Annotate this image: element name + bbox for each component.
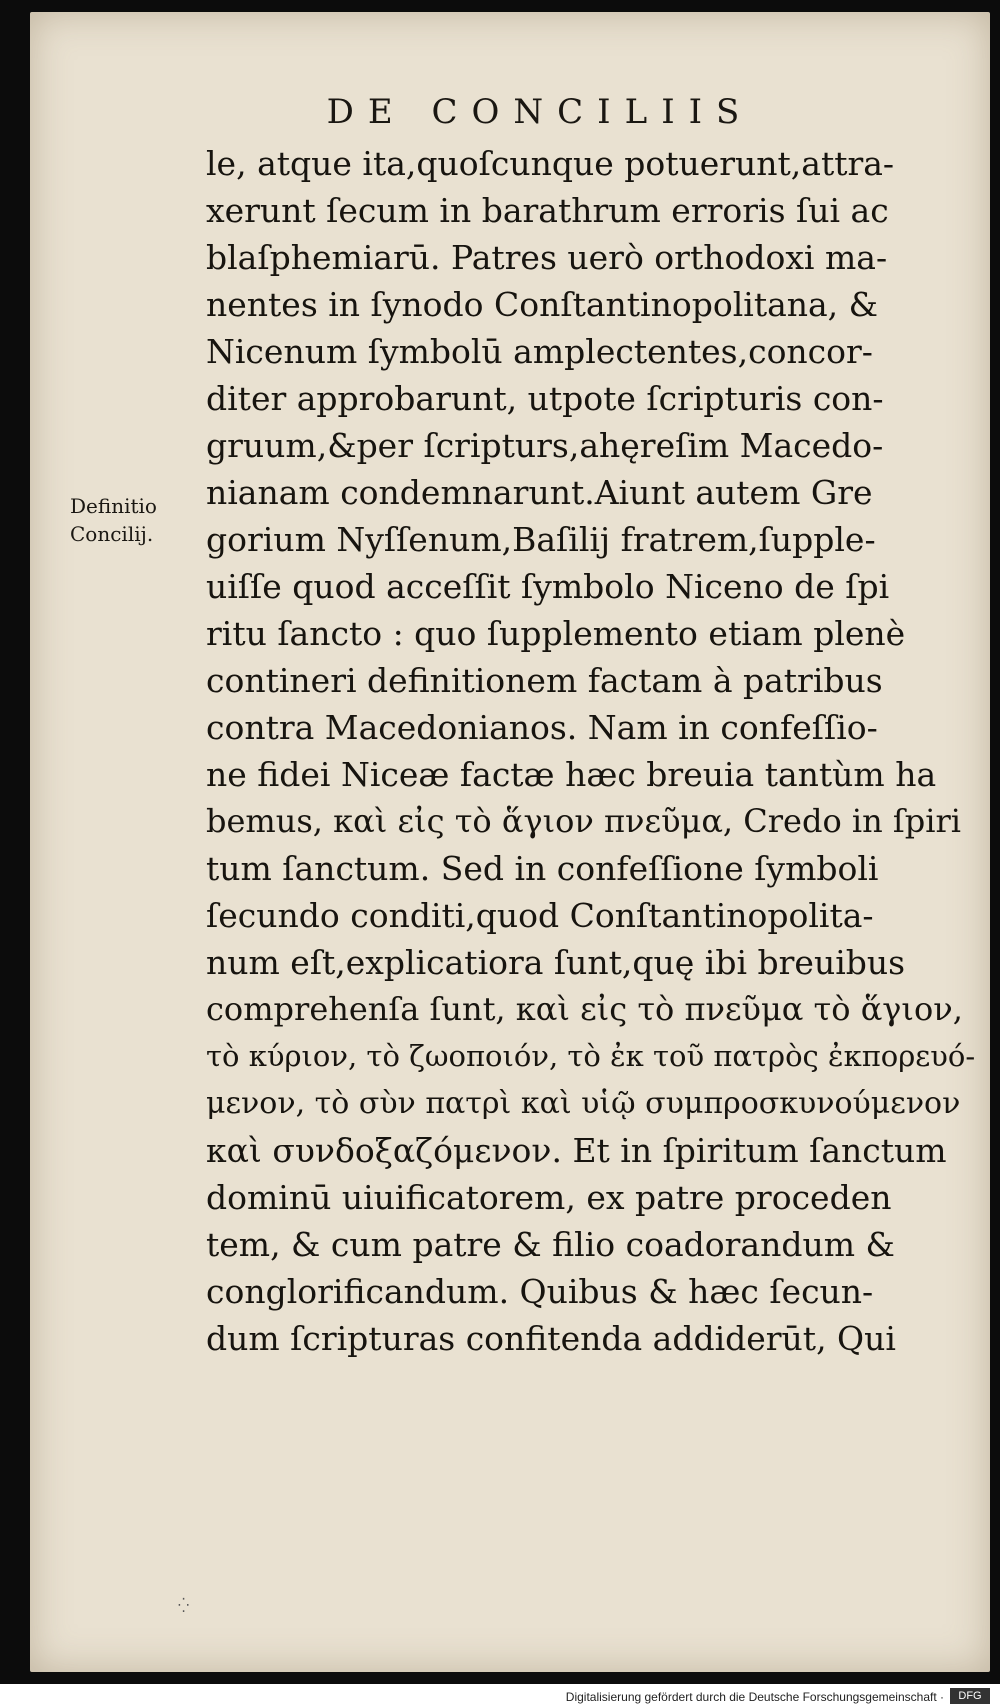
text-line: conglorificandum. Quibus & hæc ſecun- bbox=[206, 1272, 874, 1311]
text-line: comprehenſa ſunt, καὶ εἰς τὸ πνεῦμα τὸ ἅγιον, bbox=[206, 990, 963, 1028]
text-line: Nicenum ſymbolū amplectentes,concor- bbox=[206, 332, 873, 371]
text-line: dum ſcripturas confitenda addiderūt, Qui bbox=[206, 1319, 896, 1358]
text-line: dominū uiuificatorem, ex patre proceden bbox=[206, 1178, 892, 1217]
text-line: gorium Nyſſenum,Baſilij fratrem,ſupple- bbox=[206, 520, 876, 559]
footer-strip bbox=[0, 1684, 1000, 1708]
text-line: tem, & cum patre & filio coadorandum & bbox=[206, 1225, 895, 1264]
text-line: ſecundo conditi,quod Conſtantinopolita- bbox=[206, 896, 874, 935]
text-line: ritu ſancto : quo ſupplemento etiam plenè bbox=[206, 614, 906, 653]
book-page bbox=[30, 12, 990, 1672]
margin-note-line-1: Definitio bbox=[70, 494, 157, 518]
text-line: ne fidei Niceæ factæ hæc breuia tantùm ha bbox=[206, 755, 937, 794]
text-line: nentes in ſynodo Conſtantinopolitana, & bbox=[206, 285, 879, 324]
text-line: tum ſanctum. Sed in confeſſione ſymboli bbox=[206, 849, 879, 888]
text-line: le, atque ita,quoſcunque potuerunt,attra- bbox=[206, 144, 895, 183]
text-line: contra Macedonianos. Nam in confeſſio- bbox=[206, 708, 878, 747]
text-line: καὶ συνδοξαζόμενον. Et in ſpiritum ſanctum bbox=[206, 1131, 947, 1170]
footer-credit: Digitalisierung gefördert durch die Deutsche Forschungsgemeinschaft · bbox=[565, 1690, 944, 1704]
text-line: τὸ κύριον, τὸ ζωοποιόν, τὸ ἐκ τοῦ πατρὸς ἐκπορευό- bbox=[206, 1039, 976, 1073]
text-line: contineri definitionem factam à patribus bbox=[206, 661, 883, 700]
text-line: bemus, καὶ εἰς τὸ ἅγιον πνεῦμα, Credo in ſpiri bbox=[206, 802, 962, 840]
text-line: gruum,&per ſcripturs,ahęreſim Macedo- bbox=[206, 426, 884, 465]
margin-note-line-2: Concilij. bbox=[70, 522, 154, 546]
margin-note bbox=[70, 492, 180, 548]
dfg-logo-icon: DFG bbox=[950, 1688, 990, 1704]
ink-speck: ⁛ bbox=[178, 1598, 190, 1614]
body-text bbox=[206, 140, 976, 1362]
running-head: DE CONCILIIS bbox=[326, 92, 754, 132]
text-line: μενον, τὸ σὺν πατρὶ καὶ υἱῷ συμπροσκυνούμενον bbox=[206, 1086, 961, 1121]
text-line: uiſſe quod acceſſit ſymbolo Niceno de ſpi bbox=[206, 567, 890, 606]
text-line: diter approbarunt, utpote ſcripturis con- bbox=[206, 379, 884, 418]
text-line: xerunt ſecum in barathrum erroris ſui ac bbox=[206, 191, 889, 230]
text-line: blaſphemiarū. Patres uerò orthodoxi ma- bbox=[206, 238, 888, 277]
text-line: nianam condemnarunt.Aiunt autem Gre bbox=[206, 473, 873, 512]
text-line: num eſt,explicatiora ſunt,quę ibi breuibus bbox=[206, 943, 906, 982]
